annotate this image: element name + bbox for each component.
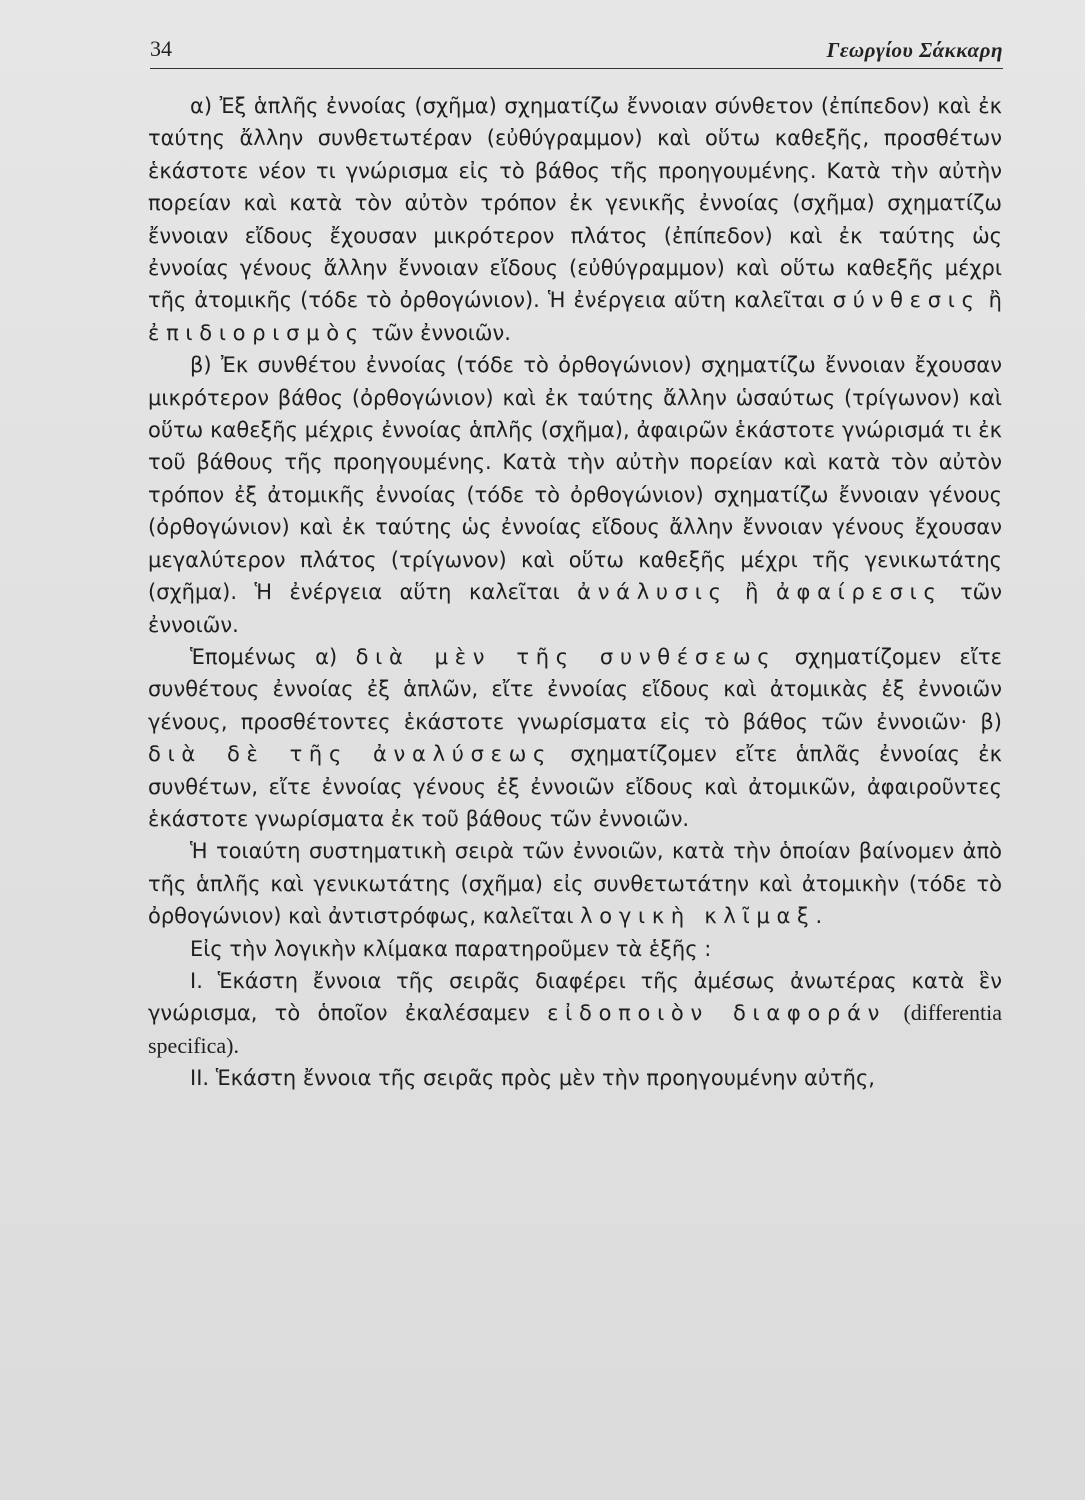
text-segment: σχηματίζομεν εἴτε ἁπλᾶς ἐννοίας ἐκ συνθέτων, εἴτε ἐννοίας γένους ἐξ ἐννοιῶν εἴδους καὶ ἀτομικῶν, ἀφαιροῦντες ἑκάστοτε γνωρίσματα ἐκ τοῦ βάθους τῶν ἐννοιῶν. xyxy=(148,742,1002,831)
text-segment: ἢ xyxy=(980,288,1002,313)
list-item-2 xyxy=(148,1062,1002,1094)
text-segment: Εἰς τὴν λογικὴν κλίμακα παρατηροῦμεν τὰ ἑξῆς : xyxy=(190,936,712,961)
text-segment: τῶν ἐννοιῶν. xyxy=(364,320,511,345)
text-segment: I. Ἑκάστη ἔννοια τῆς σειρᾶς διαφέρει τῆς ἀμέσως ἀνωτέρας κατὰ ἓν γνώρισμα, τὸ ὁποῖον ἐκαλέσαμεν xyxy=(148,968,1002,1026)
text-segment xyxy=(886,1001,903,1025)
spaced-term: λογικὴ κλῖμαξ xyxy=(580,904,816,929)
paragraph-consequently xyxy=(148,641,1002,835)
spaced-term: ἐπιδιορισμὸς xyxy=(148,320,365,345)
spaced-term: διὰ δὲ τῆς ἀναλύσεως xyxy=(148,742,553,767)
text-segment: ἢ xyxy=(727,580,776,605)
text-segment: Ἡ τοιαύτη συστηματικὴ σειρὰ τῶν ἐννοιῶν, κατὰ τὴν ὁποίαν βαίνομεν ἀπὸ τῆς ἁπλῆς καὶ γενικωτάτης (σχῆμα) εἰς συνθετωτάτην καὶ ἀτομικὴν (τόδε τὸ ὀρθογώνιον) καὶ ἀντιστρόφως, καλεῖται xyxy=(148,839,1002,929)
spaced-term: ἀνάλυσις xyxy=(577,580,728,605)
text-segment: σχηματίζομεν εἴτε συνθέτους ἐννοίας ἐξ ἁπλῶν, εἴτε ἐννοίας εἴδους καὶ ἀτομικὰς ἐξ ἐννοιῶν γένους, προσθέτοντες ἑκάστοτε γνωρίσματα εἰς τὸ βάθος τῶν ἐννοιῶν· β) xyxy=(148,644,1003,734)
paragraph-observations xyxy=(148,933,1002,965)
text-segment: τῶν ἐννοιῶν. xyxy=(148,580,1002,637)
body-text xyxy=(148,90,1002,1095)
text-segment: . xyxy=(815,904,823,929)
text-segment: α) Ἐξ ἁπλῆς ἐννοίας (σχῆμα) σχηματίζω ἔννοιαν σύνθετον (ἐπίπεδον) καὶ ἐκ ταύτης ἄλλην συνθετωτέραν (εὐθύγραμμον) καὶ οὕτω καθεξῆς, προσθέτων ἑκάστοτε νέον τι γνώρισμα εἰς τὸ βάθος τῆς προηγουμένης. Κατὰ τὴν αὐτὴν πορείαν καὶ κατὰ τὸν αὐτὸν τρόπον ἐκ γενικῆς ἐννοίας (σχῆμα) σχηματίζω ἔννοιαν εἴδους ἔχουσαν μικρότερον πλάτος (ἐπίπεδον) καὶ ἐκ ταύτης ὡς ἐννοίας γένους ἄλλην ἔννοιαν εἴδους (εὐθύγραμμον) καὶ οὕτω καθεξῆς μέχρι τῆς ἀτομικῆς (τόδε τὸ ὀρθογώνιον). Ἡ ἐνέργεια αὕτη καλεῖται xyxy=(148,94,1002,313)
spaced-term: διὰ μὲν τῆς συνθέσεως xyxy=(355,644,777,669)
spaced-term: ἀφαίρεσις xyxy=(775,580,943,605)
latin-term: (differentia specifica). xyxy=(148,1000,1002,1058)
list-item-1 xyxy=(148,965,1002,1062)
paragraph-logical-ladder xyxy=(148,835,1002,932)
text-segment: II. Ἑκάστη ἔννοια τῆς σειρᾶς πρὸς μὲν τὴν προηγουμένην αὐτῆς, xyxy=(190,1066,875,1091)
running-head-author: Γεωργίου Σάκκαρη xyxy=(826,38,1003,62)
spaced-term: εἰδοποιὸν διαφοράν xyxy=(547,1001,887,1026)
text-segment: β) Ἐκ συνθέτου ἐννοίας (τόδε τὸ ὀρθογώνιον) σχηματίζω ἔννοιαν ἔχουσαν μικρότερον βάθος (ὀρθογώνιον) καὶ ἐκ ταύτης ἄλλην ὡσαύτως (τρίγωνον) καὶ οὕτω καθεξῆς μέχρις ἐννοίας ἁπλῆς (σχῆμα), ἀφαιρῶν ἑκάστοτε γνώρισμά τι ἐκ τοῦ βάθους τῆς προηγουμένης. Κατὰ τὴν αὐτὴν πορείαν καὶ κατὰ τὸν αὐτὸν τρόπον ἐξ ἀτομικῆς ἐννοίας (τόδε τὸ ὀρθογώνιον) σχηματίζω ἔννοιαν γένους (ὀρθογώνιον) καὶ ἐκ ταύτης ὡς ἐννοίας εἴδους ἄλλην ἔννοιαν γένους ἔχουσαν μεγαλύτερον πλάτος (τρίγωνον) καὶ οὕτω καθεξῆς μέχρι τῆς γενικωτάτης (σχῆμα). Ἡ ἐνέργεια αὕτη καλεῖται xyxy=(148,353,1002,605)
paragraph-synthesis xyxy=(148,90,1002,349)
page-header xyxy=(150,34,1003,69)
page-number: 34 xyxy=(150,36,172,61)
paragraph-analysis xyxy=(148,349,1002,641)
spaced-term: σύνθεσις xyxy=(832,288,981,313)
text-segment: Ἑπομένως α) xyxy=(190,644,356,669)
